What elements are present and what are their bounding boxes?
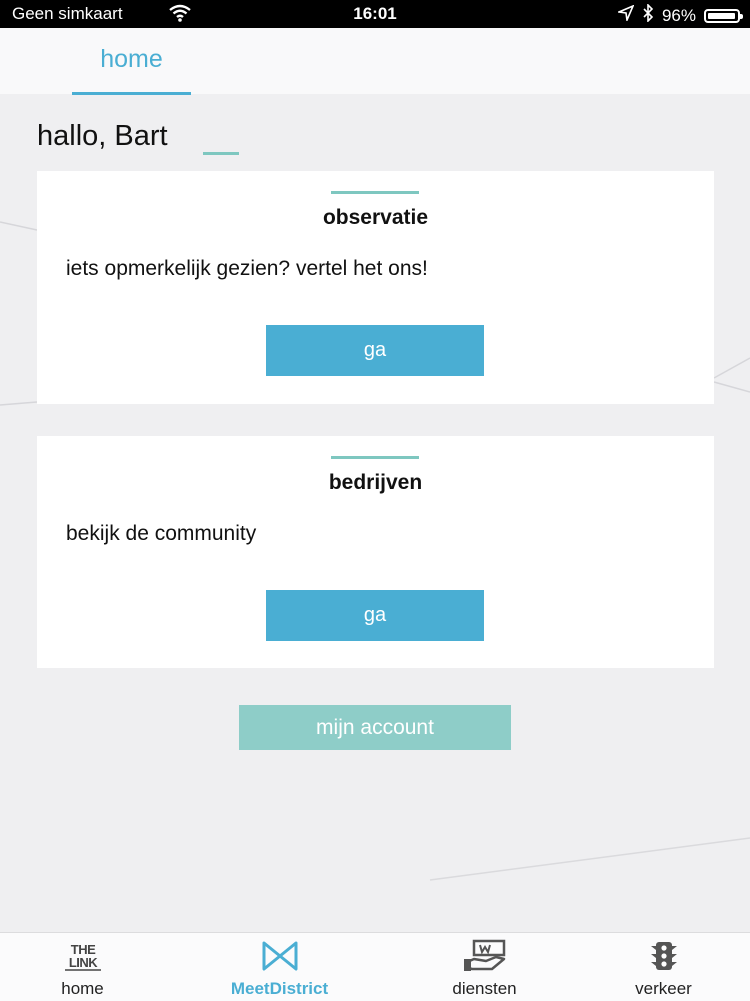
bluetooth-icon bbox=[642, 4, 654, 27]
observation-ga-button[interactable]: ga bbox=[266, 325, 484, 376]
battery-icon bbox=[704, 9, 740, 23]
bottom-tab-meetdistrict[interactable] bbox=[186, 933, 373, 1001]
bottom-tab-verkeer[interactable] bbox=[570, 933, 750, 1001]
the-link-logo-icon bbox=[0, 939, 176, 973]
tab-label: home bbox=[61, 979, 104, 998]
top-tab-bar bbox=[0, 28, 750, 94]
observation-card bbox=[37, 171, 714, 404]
tab-home[interactable]: home bbox=[72, 28, 191, 95]
battery-percent: 96% bbox=[661, 5, 696, 25]
card-title: observatie bbox=[322, 206, 429, 229]
card-description: iets opmerkelijk gezien? vertel het ons! bbox=[66, 257, 428, 280]
svg-text:LINK: LINK bbox=[68, 955, 97, 970]
bottom-tab-home[interactable] bbox=[0, 933, 176, 1001]
my-account-button[interactable]: mijn account bbox=[239, 705, 511, 750]
traffic-light-icon bbox=[570, 939, 750, 973]
card-title: bedrijven bbox=[328, 471, 423, 494]
services-icon bbox=[391, 939, 578, 973]
bottom-tab-diensten[interactable] bbox=[391, 933, 578, 1001]
tab-label: diensten bbox=[452, 979, 517, 998]
clock: 16:01 bbox=[353, 4, 397, 23]
meetdistrict-bowtie-icon bbox=[186, 939, 373, 973]
carrier-label: Geen simkaart bbox=[12, 4, 123, 23]
card-accent-line bbox=[331, 191, 419, 194]
bottom-tab-bar bbox=[0, 932, 750, 1001]
companies-card bbox=[37, 436, 714, 668]
card-description: bekijk de community bbox=[66, 522, 257, 545]
card-accent-line bbox=[331, 456, 419, 459]
svg-text:THE: THE bbox=[70, 942, 95, 957]
companies-ga-button[interactable]: ga bbox=[266, 590, 484, 641]
tab-label: verkeer bbox=[635, 979, 692, 998]
status-bar bbox=[0, 0, 750, 28]
greeting-text: hallo, Bart bbox=[37, 120, 168, 152]
tab-label: MeetDistrict bbox=[230, 979, 329, 998]
location-icon bbox=[618, 5, 634, 26]
greeting-underline bbox=[203, 152, 239, 155]
